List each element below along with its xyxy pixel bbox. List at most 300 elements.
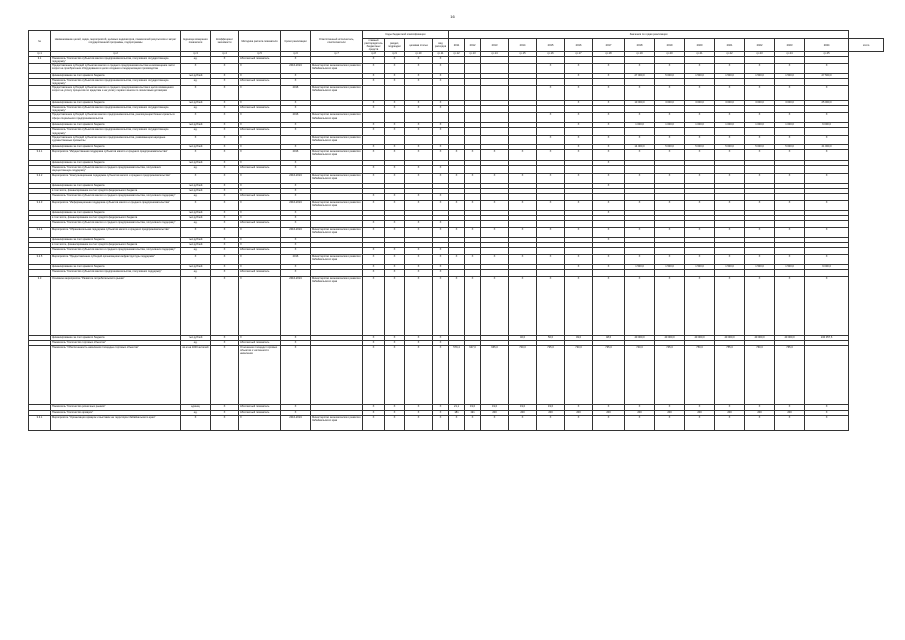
table-cell: 3.3.1 [29,415,51,430]
table-cell [29,135,51,144]
table-cell: 2016-2024 [281,415,311,430]
table-cell: X [775,86,805,101]
table-row [29,135,884,144]
table-cell: X [593,74,625,79]
table-cell: 1 000,0 [655,123,685,128]
table-cell: X [449,227,465,237]
table-cell [449,86,465,101]
table-cell: X [363,74,385,79]
row-name-cell: Показатель "Количество субъектов малого предпринимательства, получивших государственную поддержку" [51,128,181,135]
table-cell: X [239,227,281,237]
table-cell: X [655,404,685,410]
column-number-cell: гр.24 [775,52,805,57]
table-cell [449,113,465,123]
table-cell: Абсолютный показатель [239,220,281,227]
table-cell: X [433,165,449,173]
table-cell: X [593,135,625,144]
table-cell: ед. [181,340,211,345]
table-cell [685,79,715,86]
table-cell: X [565,200,593,210]
table-cell [537,106,565,113]
table-cell [481,113,509,123]
table-cell [509,113,537,123]
table-cell: 40 000,0 [715,335,745,340]
table-cell: X [433,173,449,183]
table-cell: 21,1 [449,404,465,410]
table-cell: X [433,335,449,340]
table-cell: X [211,106,239,113]
table-cell: X [385,101,405,106]
table-cell: X [433,200,449,210]
header-method: Методика расчета показателя [239,31,281,52]
table-cell: X [655,276,685,335]
table-cell: X [465,276,481,335]
table-cell: X [745,113,775,123]
table-cell [481,269,509,276]
table-cell: X [537,254,565,264]
table-row [29,79,884,86]
table-cell: X [363,410,385,415]
table-cell: X [211,183,239,188]
table-cell: X [537,113,565,123]
table-cell: X [281,165,311,173]
table-cell [593,128,625,135]
table-cell: X [181,200,211,210]
table-cell: 2016 [281,254,311,264]
table-cell: 49,0 [565,335,593,340]
table-cell: 3.2.4 [29,227,51,237]
column-number-cell: гр.9 [385,52,405,57]
table-cell: X [385,410,405,415]
table-cell: X [405,254,433,264]
table-cell: Министерство экономического развития Забайкальского края [311,227,363,237]
table-cell: тыс.рублей [181,237,211,242]
table-cell: X [805,254,849,264]
table-cell: X [405,144,433,149]
table-cell: X [405,101,433,106]
table-cell [805,345,849,404]
table-cell [311,269,363,276]
table-cell: X [593,404,625,410]
table-cell: X [181,254,211,264]
table-cell [509,86,537,101]
table-cell: X [433,264,449,269]
row-name-cell: в том числе, финансирование за счет средств федерального бюджета [51,242,181,247]
table-cell [715,79,745,86]
table-cell: 1 500,0 [775,264,805,269]
table-cell: ед. [181,193,211,200]
table-cell: тыс.рублей [181,242,211,247]
table-cell [537,220,565,227]
table-cell: X [565,123,593,128]
table-cell: X [685,173,715,183]
table-cell: X [433,101,449,106]
table-cell: 25 000,0 [805,101,849,106]
table-cell: X [405,149,433,160]
table-cell [311,165,363,173]
table-cell [509,135,537,144]
table-cell: X [481,227,509,237]
table-cell: X [363,404,385,410]
table-cell [775,106,805,113]
table-cell: X [211,173,239,183]
table-cell: X [211,74,239,79]
table-cell: X [593,227,625,237]
table-cell: ед. [181,410,211,415]
table-cell: X [433,340,449,345]
header-total: итого [849,39,884,52]
table-cell: X [449,149,465,160]
table-cell: X [281,183,311,188]
table-cell: X [593,149,625,160]
table-cell: X [593,123,625,128]
table-cell: X [239,173,281,183]
table-cell: X [211,149,239,160]
table-cell [363,135,385,144]
table-cell [775,269,805,276]
table-cell: X [239,188,281,193]
table-cell [537,56,565,63]
table-cell: X [363,149,385,160]
table-cell: X [239,276,281,335]
row-name-cell: Мероприятие "Информационная поддержка субъектов малого и среднего предпринимательства" [51,200,181,210]
table-cell [805,79,849,86]
table-cell: 200 [775,410,805,415]
table-cell [311,345,363,404]
table-cell: X [281,335,311,340]
table-cell: X [805,149,849,160]
table-cell [715,269,745,276]
table-cell: Министерство экономического развития Забайкальского края [311,276,363,335]
table-cell: X [625,254,655,264]
table-cell: X [385,269,405,276]
table-cell: X [805,64,849,74]
header-year: 2017 [593,39,625,52]
table-cell: X [715,276,745,335]
table-cell: X [655,113,685,123]
table-cell: X [181,227,211,237]
row-name-cell: Показатель "Количество ярмарок" [51,410,181,415]
table-cell: Министерство экономического развития Забайкальского края [311,200,363,210]
table-cell: X [481,200,509,210]
table-cell: X [405,404,433,410]
table-cell [385,86,405,101]
table-cell [565,269,593,276]
table-cell: единиц [181,404,211,410]
table-cell: X [181,113,211,123]
table-cell [509,269,537,276]
table-cell: 1 500,0 [685,74,715,79]
table-cell: X [385,340,405,345]
table-cell: X [433,269,449,276]
table-cell: 765,0 [775,345,805,404]
table-cell: 3.2.1 [29,149,51,160]
table-cell: X [593,237,625,242]
table-cell [593,165,625,173]
table-cell: Министерство экономического развития Забайкальского края [311,149,363,160]
table-cell [805,220,849,227]
table-cell: ед. [181,56,211,63]
table-cell: X [449,173,465,183]
table-cell [655,247,685,254]
table-cell [715,165,745,173]
table-cell: X [537,173,565,183]
table-cell [655,220,685,227]
table-cell: X [625,415,655,430]
table-cell: 760,0 [745,345,775,404]
table-cell: тыс.рублей [181,188,211,193]
table-cell [685,128,715,135]
table-cell: X [385,415,405,430]
table-cell: X [181,135,211,144]
table-cell: X [181,149,211,160]
table-cell: X [281,106,311,113]
table-cell: X [625,149,655,160]
table-cell [745,79,775,86]
table-cell [311,56,363,63]
table-cell: X [211,254,239,264]
header-term: Сроки реализации [281,31,311,52]
table-cell: X [211,79,239,86]
table-cell [593,269,625,276]
table-cell: X [211,264,239,269]
table-header [29,31,884,52]
table-cell: 191 [465,410,481,415]
table-row [29,128,884,135]
table-cell: 1 500,0 [715,264,745,269]
table-cell: X [405,335,433,340]
table-cell: X [537,415,565,430]
table-cell: X [363,276,385,335]
table-cell [449,79,465,86]
row-name-cell: Показатель "Количество субъектов малого и среднего предпринимательства, получивших поддержку" [51,193,181,200]
table-cell: X [363,165,385,173]
table-cell [29,165,51,173]
table-cell [537,247,565,254]
table-cell [805,269,849,276]
header-year: 2015 [537,39,565,52]
table-cell: X [281,340,311,345]
column-number-cell: гр.14 [481,52,509,57]
table-cell [481,56,509,63]
table-cell [481,106,509,113]
row-name-cell: финансирование за счет краевого бюджета [51,210,181,215]
table-cell [481,165,509,173]
table-cell [29,79,51,86]
table-cell: X [239,101,281,106]
table-cell [311,128,363,135]
table-cell: 2016-2024 [281,276,311,335]
table-cell [481,64,509,74]
table-cell: X [211,415,239,430]
table-cell: X [433,123,449,128]
table-row [29,254,884,264]
table-cell [465,113,481,123]
table-cell: X [211,160,239,165]
header-year: 2020 [685,39,715,52]
table-cell: X [625,86,655,101]
table-row [29,106,884,113]
table-cell: X [211,165,239,173]
table-cell [625,220,655,227]
table-cell: X [405,123,433,128]
table-cell: X [465,173,481,183]
table-cell: X [715,200,745,210]
table-cell: X [593,173,625,183]
table-cell: X [405,74,433,79]
table-cell [805,193,849,200]
table-cell [745,269,775,276]
table-cell: X [211,242,239,247]
table-cell: 181 [449,410,465,415]
table-cell: X [805,200,849,210]
table-cell: X [211,200,239,210]
table-cell: 1 000,0 [625,123,655,128]
table-cell: Абсолютный показатель [239,193,281,200]
table-cell: ед. [181,165,211,173]
table-cell: X [745,200,775,210]
column-number-cell: гр.12 [449,52,465,57]
table-cell [685,220,715,227]
table-cell: X [655,64,685,74]
table-cell [655,106,685,113]
table-cell: X [239,335,281,340]
table-cell: Министерство экономического развития Забайкальского края [311,173,363,183]
table-cell: X [385,64,405,74]
table-cell: X [181,86,211,101]
table-cell [655,79,685,86]
table-cell: Министерство экономического развития Забайкальского края [311,64,363,74]
table-cell [449,269,465,276]
table-cell: X [239,74,281,79]
table-cell: X [715,173,745,183]
table-cell [625,247,655,254]
table-cell: X [537,276,565,335]
table-cell: X [775,149,805,160]
column-number-cell: гр.18 [593,52,625,57]
page-number: 16 [450,14,455,19]
table-cell: 27 500,0 [805,74,849,79]
table-cell: X [593,86,625,101]
table-cell: 200 [625,410,655,415]
table-cell: X [433,227,449,237]
table-cell: 700,0 [509,345,537,404]
table-cell: ед. [181,220,211,227]
header-name: Наименование целей, задач, мероприятий, целевых индикаторов, показателей результатов и затрат государственной программы, подпрограммы [51,31,181,52]
table-cell: X [625,173,655,183]
header-target-article: целевая статья [405,39,433,52]
row-name-cell: финансирование за счет краевого бюджета [51,264,181,269]
table-cell: X [449,254,465,264]
header-expense-type: вид расходов [433,39,449,52]
table-cell: X [405,220,433,227]
table-cell: X [433,276,449,335]
table-cell: X [655,254,685,264]
table-cell: 740,0 [625,345,655,404]
table-cell [465,79,481,86]
table-cell: Абсолютный показатель [239,247,281,254]
table-cell: X [465,200,481,210]
table-cell: X [685,113,715,123]
table-cell: X [685,415,715,430]
table-cell: X [593,264,625,269]
table-cell: ед. [181,79,211,86]
table-cell: X [405,345,433,404]
table-cell: X [363,227,385,237]
table-row [29,165,884,173]
table-cell [449,128,465,135]
table-cell: X [565,173,593,183]
table-cell: X [385,56,405,63]
table-cell [537,269,565,276]
row-name-cell: Мероприятие "Предоставление субсидий организациям инфраструктуры поддержки" [51,254,181,264]
table-cell [363,113,385,123]
table-cell: X [685,404,715,410]
table-cell: X [281,220,311,227]
table-cell: X [211,86,239,101]
table-cell: X [433,220,449,227]
table-cell: X [385,247,405,254]
table-cell: тыс.рублей [181,210,211,215]
row-name-cell: Показатель "Количество субъектов малого и среднего предпринимательства, получивших поддержку" [51,247,181,254]
table-cell: 1 500,0 [685,264,715,269]
header-year: 2014 [509,39,537,52]
table-cell [465,56,481,63]
table-row [29,269,884,276]
column-number-cell: гр.22 [715,52,745,57]
table-cell: X [211,220,239,227]
table-cell: X [385,144,405,149]
table-cell: X [685,135,715,144]
table-cell: 745,0 [655,345,685,404]
table-cell: 3 000,0 [745,101,775,106]
table-cell: X [775,200,805,210]
table-cell: 2016-2024 [281,200,311,210]
table-cell: 40 000,0 [655,335,685,340]
table-cell: X [405,264,433,269]
table-cell [311,79,363,86]
table-cell: X [239,242,281,247]
table-cell: X [433,56,449,63]
column-number-cell: гр.20 [655,52,685,57]
table-cell: X [565,113,593,123]
row-name-cell: финансирование за счет краевого бюджета [51,335,181,340]
table-cell: X [433,79,449,86]
table-cell [281,135,311,144]
table-cell: тыс.рублей [181,101,211,106]
table-cell [481,247,509,254]
row-name-cell: финансирование за счет краевого бюджета [51,160,181,165]
table-cell: ед. [181,269,211,276]
table-cell: X [805,135,849,144]
table-cell: 3 000,0 [685,101,715,106]
table-cell [449,64,465,74]
column-number-cell: гр.17 [565,52,593,57]
program-table-sheet [28,30,884,431]
table-row [29,415,884,430]
table-cell: X [211,101,239,106]
table-cell: X [509,173,537,183]
table-cell [775,220,805,227]
column-number-cell: гр.11 [433,52,449,57]
table-cell: 240 357,6 [805,335,849,340]
table-cell: X [405,200,433,210]
table-cell: X [565,254,593,264]
table-cell: X [625,113,655,123]
table-row [29,173,884,183]
table-cell: тыс.рублей [181,160,211,165]
table-cell [593,247,625,254]
